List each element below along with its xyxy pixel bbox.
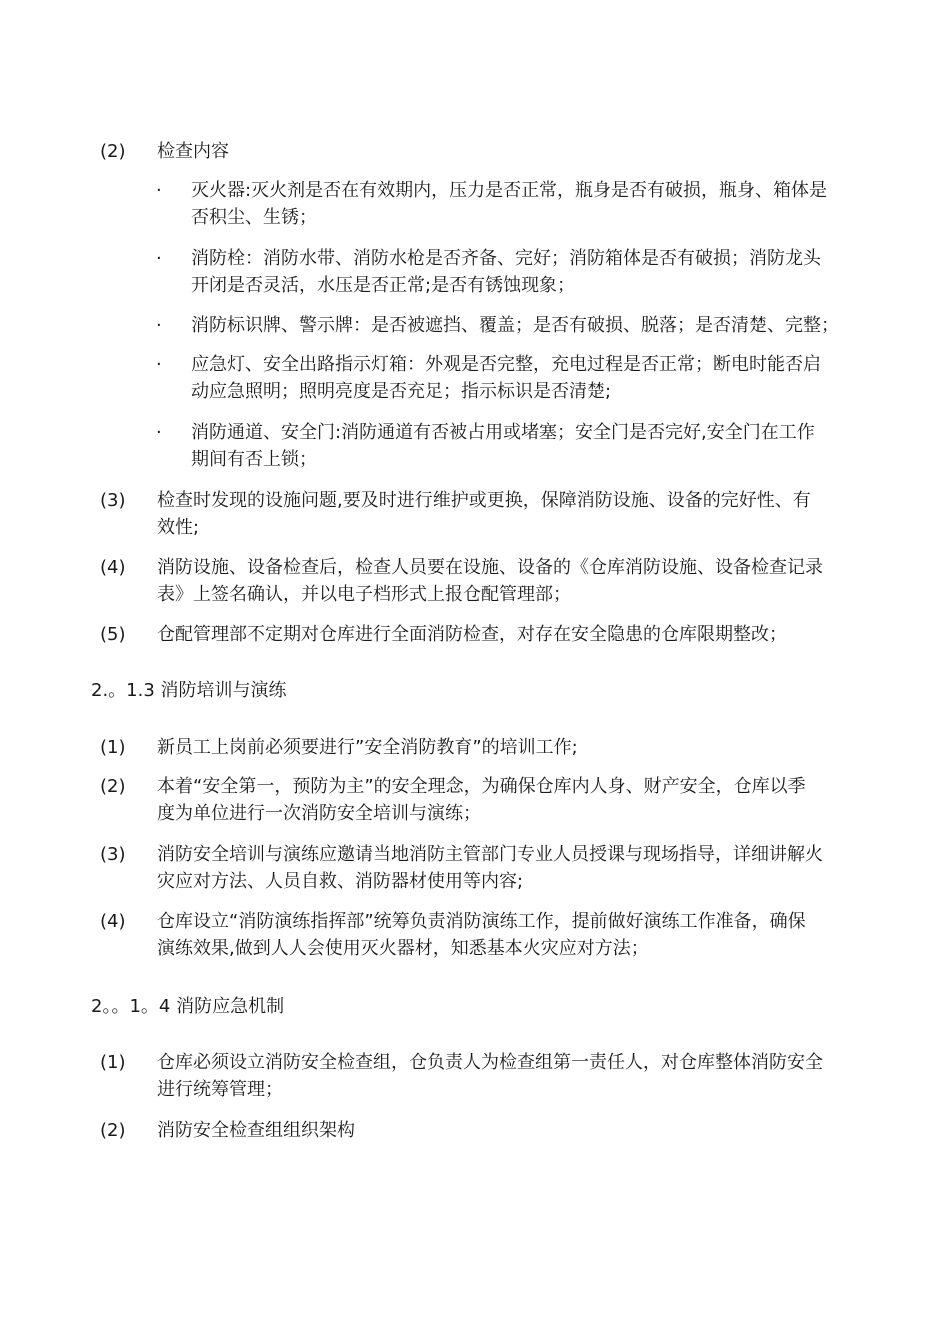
text-line: 新员工上岗前必须要进行”安全消防教育”的培训工作; (157, 737, 578, 758)
bullet-marker: · (156, 354, 162, 375)
item-number: (1) (100, 1052, 126, 1073)
text-line: 动应急照明；照明亮度是否充足；指示标识是否清楚; (191, 381, 612, 402)
item-text: 检查内容 (157, 141, 229, 162)
text-line: 应急灯、安全出路指示灯箱：外观是否完整，充电过程是否正常；断电时能否启 (191, 354, 821, 375)
text-line: 消防安全检查组组织架构 (157, 1120, 355, 1141)
item-number: (4) (100, 911, 126, 932)
item-text (157, 487, 872, 541)
text-line: 期间有否上锁； (191, 449, 317, 470)
text-line: 消防安全培训与演练应邀请当地消防主管部门专业人员授课与现场指导，详细讲解火 (157, 844, 823, 865)
text-line: 灭火器:灭火剂是否在有效期内，压力是否正常，瓶身是否有破损，瓶身、箱体是 (191, 180, 828, 201)
section-heading-training: 2.。1.3 消防培训与演练 (91, 680, 287, 701)
item-number: (2) (100, 141, 126, 162)
text-line: 仓库设立“消防演练指挥部”统筹负责消防演练工作，提前做好演练工作准备，确保 (157, 911, 806, 932)
text-line: 开闭是否灵活，水压是否正常;是否有锈蚀现象； (191, 275, 576, 296)
item-text (157, 1117, 872, 1144)
text-line: 进行统筹管理； (157, 1079, 283, 1100)
text-line: 否积尘、生锈； (191, 207, 317, 228)
text-line: 消防通道、安全门:消防通道有否被占用或堵塞；安全门是否完好,安全门在工作 (191, 422, 815, 443)
text-line: 消防栓：消防水带、消防水枪是否齐备、完好；消防箱体是否有破损；消防龙头 (191, 248, 821, 269)
text-line: 消防标识牌、警示牌：是否被遮挡、覆盖；是否有破损、脱落；是否清楚、完整； (191, 315, 839, 336)
text-line: 本着“安全第一，预防为主”的安全理念，为确保仓库内人身、财产安全，仓库以季 (157, 776, 806, 797)
text-line: 灾应对方法、人员自救、消防器材使用等内容; (157, 871, 524, 892)
item-text (157, 734, 872, 761)
item-text (157, 908, 872, 962)
item-number: (5) (100, 624, 126, 645)
item-number: (2) (100, 776, 126, 797)
text-line: 演练效果,做到人人会使用灭火器材，知悉基本火灾应对方法； (157, 938, 649, 959)
bullet-marker: · (156, 422, 162, 443)
item-number: (3) (100, 490, 126, 511)
item-text (157, 1049, 872, 1103)
text-line: 仓库必须设立消防安全检查组，仓负责人为检查组第一责任人，对仓库整体消防安全 (157, 1052, 823, 1073)
text-line: 仓配管理部不定期对仓库进行全面消防检查，对存在安全隐患的仓库限期整改； (157, 624, 787, 645)
bullet-marker: · (156, 180, 162, 201)
bullet-marker: · (156, 248, 162, 269)
item-number: (3) (100, 844, 126, 865)
text-line: 效性; (157, 517, 200, 538)
section-heading-emergency: 2。。1。4 消防应急机制 (91, 996, 285, 1017)
item-text (157, 554, 872, 608)
bullet-text (191, 419, 881, 473)
bullet-text (191, 351, 881, 405)
item-text (157, 773, 872, 827)
bullet-text (191, 177, 881, 231)
item-number: (2) (100, 1120, 126, 1141)
item-text (157, 841, 872, 895)
item-text (157, 621, 872, 648)
text-line: 检查时发现的设施问题,要及时进行维护或更换，保障消防设施、设备的完好性、有 (157, 490, 811, 511)
item-number: (1) (100, 737, 126, 758)
text-line: 表》上签名确认，并以电子档形式上报仓配管理部； (157, 584, 571, 605)
text-line: 度为单位进行一次消防安全培训与演练； (157, 803, 481, 824)
bullet-text (191, 312, 881, 339)
bullet-marker: · (156, 315, 162, 336)
text-line: 消防设施、设备检查后，检查人员要在设施、设备的《仓库消防设施、设备检查记录 (157, 557, 823, 578)
bullet-text (191, 245, 881, 299)
item-number: (4) (100, 557, 126, 578)
